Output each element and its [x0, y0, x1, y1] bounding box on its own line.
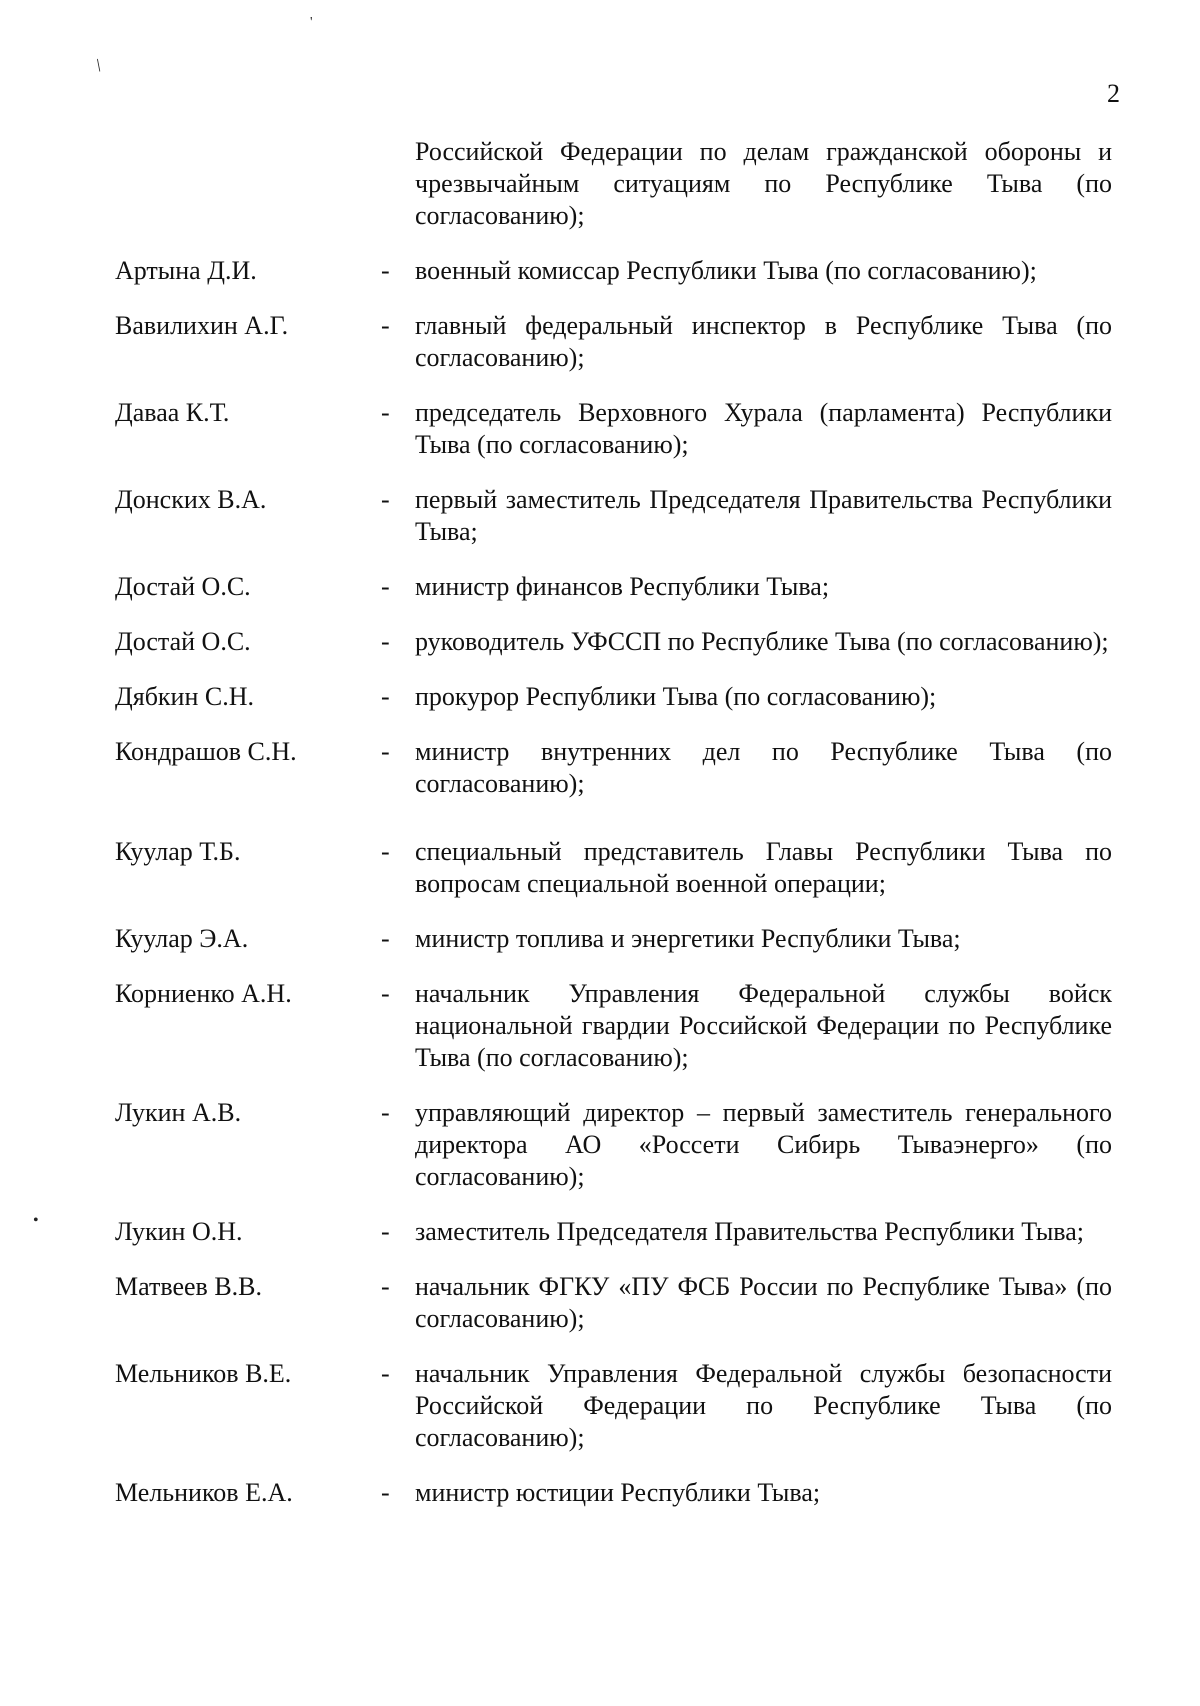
member-role: управляющий директор – первый заместитель генерального директора АО «Россети Сибирь Тываэнерго» (по согласованию); — [415, 1098, 1112, 1191]
member-role: специальный представитель Главы Республики Тыва по вопросам специальной военной операции; — [415, 837, 1112, 898]
member-entry — [0, 1358, 1200, 1454]
member-role: руководитель УФССП по Республике Тыва (по согласованию); — [415, 627, 1109, 656]
member-dash: - — [381, 924, 390, 953]
member-name: Мельников Е.А. — [115, 1478, 293, 1507]
member-name: Вавилихин А.Г. — [115, 311, 289, 340]
scan-mark: • — [33, 1212, 39, 1229]
page-number: 2 — [1107, 79, 1120, 108]
member-name: Донских В.А. — [115, 485, 267, 514]
member-dash: - — [381, 737, 390, 766]
member-role: министр финансов Республики Тыва; — [415, 572, 830, 601]
member-entry — [0, 310, 1200, 374]
member-name: Дябкин С.Н. — [115, 682, 255, 711]
member-entry — [0, 626, 1200, 658]
member-entry — [0, 484, 1200, 548]
member-dash: - — [381, 627, 390, 656]
member-dash: - — [381, 256, 390, 285]
member-role: начальник Управления Федеральной службы войск национальной гвардии Российской Федерации по Республике Тыва (по согласованию); — [415, 979, 1112, 1072]
scan-mark: ' — [310, 15, 313, 30]
member-name: Лукин О.Н. — [115, 1217, 243, 1246]
member-role: главный федеральный инспектор в Республике Тыва (по согласованию); — [415, 311, 1112, 372]
member-role: начальник ФГКУ «ПУ ФСБ России по Республике Тыва» (по согласованию); — [415, 1272, 1112, 1333]
member-dash: - — [381, 398, 390, 427]
intro-continuation-text: Российской Федерации по делам гражданской обороны и чрезвычайным ситуациям по Республике Тыва (по согласованию); — [415, 137, 1112, 230]
member-entry — [0, 978, 1200, 1074]
member-entry — [0, 923, 1200, 955]
member-dash: - — [381, 311, 390, 340]
member-name: Куулар Э.А. — [115, 924, 249, 953]
member-entry — [0, 571, 1200, 603]
member-name: Достай О.С. — [115, 572, 251, 601]
scan-mark: / — [91, 55, 106, 75]
member-name: Мельников В.Е. — [115, 1359, 292, 1388]
member-role: министр внутренних дел по Республике Тыва (по согласованию); — [415, 737, 1112, 798]
member-dash: - — [381, 1098, 390, 1127]
member-role: первый заместитель Председателя Правительства Республики Тыва; — [415, 485, 1112, 546]
member-role: прокурор Республики Тыва (по согласованию); — [415, 682, 937, 711]
member-name: Матвеев В.В. — [115, 1272, 263, 1301]
member-role: председатель Верховного Хурала (парламента) Республики Тыва (по согласованию); — [415, 398, 1112, 459]
member-entry — [0, 681, 1200, 713]
member-entry — [0, 1216, 1200, 1248]
member-list — [0, 136, 1200, 1532]
member-entry — [0, 1477, 1200, 1509]
member-dash: - — [381, 979, 390, 1008]
member-dash: - — [381, 572, 390, 601]
member-entry — [0, 255, 1200, 287]
member-name: Артына Д.И. — [115, 256, 257, 285]
member-role: начальник Управления Федеральной службы безопасности Российской Федерации по Республике Тыва (по согласованию); — [415, 1359, 1112, 1452]
intro-continuation-block — [415, 136, 1112, 232]
member-role: министр юстиции Республики Тыва; — [415, 1478, 821, 1507]
member-dash: - — [381, 1272, 390, 1301]
member-entry — [0, 397, 1200, 461]
member-name: Корниенко А.Н. — [115, 979, 292, 1008]
member-name: Кондрашов С.Н. — [115, 737, 297, 766]
member-role: министр топлива и энергетики Республики Тыва; — [415, 924, 961, 953]
member-dash: - — [381, 1217, 390, 1246]
member-name: Куулар Т.Б. — [115, 837, 241, 866]
member-dash: - — [381, 485, 390, 514]
member-name: Даваа К.Т. — [115, 398, 230, 427]
member-entry — [0, 1271, 1200, 1335]
member-role: военный комиссар Республики Тыва (по согласованию); — [415, 256, 1037, 285]
member-entry — [0, 836, 1200, 900]
member-dash: - — [381, 837, 390, 866]
member-dash: - — [381, 682, 390, 711]
member-name: Достай О.С. — [115, 627, 251, 656]
member-entry — [0, 736, 1200, 800]
member-dash: - — [381, 1359, 390, 1388]
member-role: заместитель Председателя Правительства Республики Тыва; — [415, 1217, 1084, 1246]
member-entry — [0, 1097, 1200, 1193]
member-name: Лукин А.В. — [115, 1098, 242, 1127]
member-dash: - — [381, 1478, 390, 1507]
